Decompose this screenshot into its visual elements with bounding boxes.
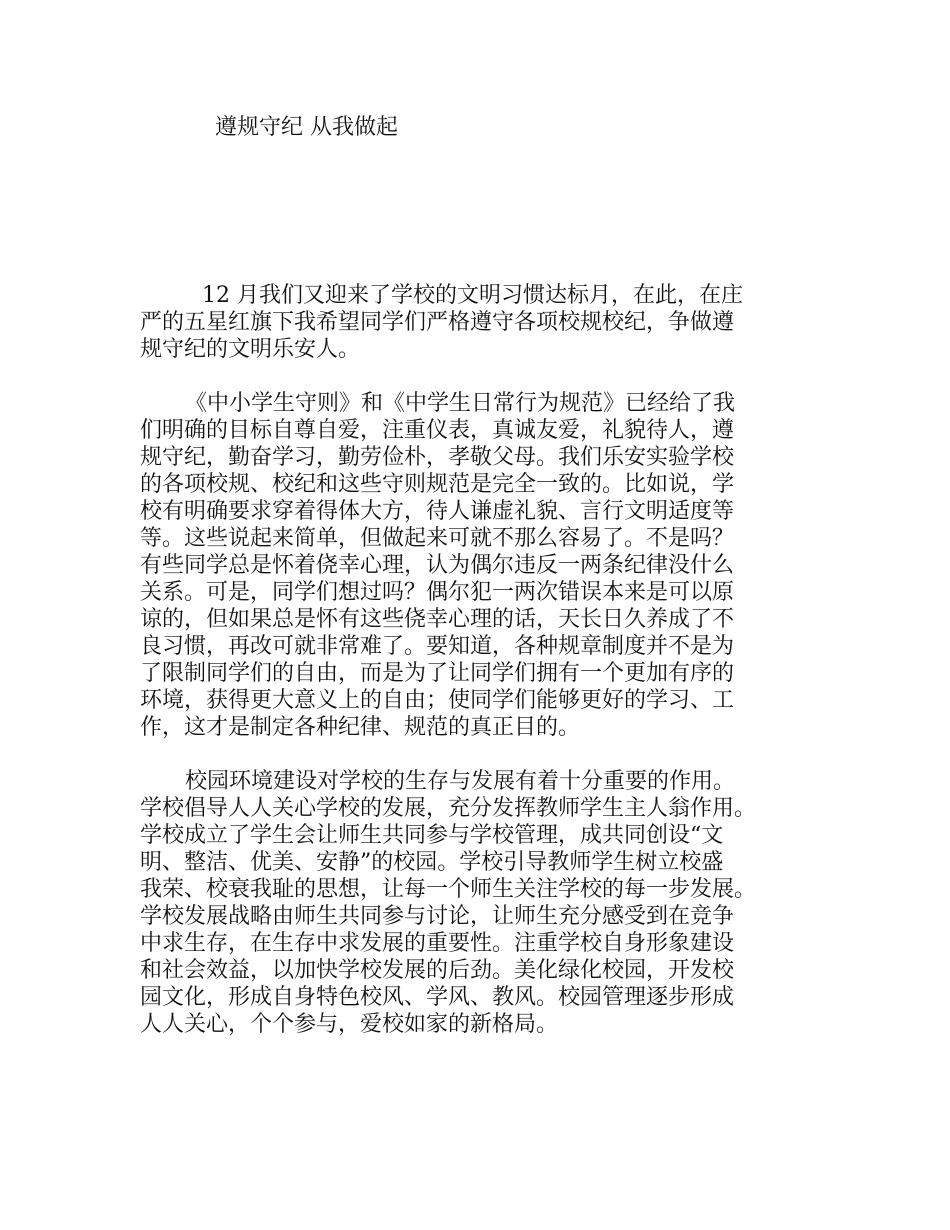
paragraph-2 [140, 390, 830, 741]
paragraph-line: 明、整洁、优美、安静”的校园。学校引导教师学生树立校盛 [140, 850, 724, 875]
paragraph-line: 校有明确要求穿着得体大方，待人谦虚礼貌、言行文明适度等 [140, 499, 735, 524]
paragraph-line: 关系。可是，同学们想过吗？偶尔犯一两次错误本来是可以原 [140, 580, 735, 605]
paragraph-line: 学校成立了学生会让师生共同参与学校管理，成共同创设“文 [140, 823, 724, 848]
paragraph-line: 谅的，但如果总是怀有这些侥幸心理的话，天长日久养成了不 [140, 607, 735, 632]
paragraph-line: 规守纪的文明乐安人。 [140, 337, 361, 362]
paragraph-line: 作，这才是制定各种纪律、规范的真正目的。 [140, 715, 581, 740]
paragraph-line: 环境，获得更大意义上的自由；使同学们能够更好的学习、工 [140, 688, 735, 713]
paragraph-line: 有些同学总是怀着侥幸心理，认为偶尔违反一两条纪律没什么 [140, 553, 735, 578]
paragraph-1 [140, 282, 830, 363]
paragraph-line: 严的五星红旗下我希望同学们严格遵守各项校规校纪，争做遵 [140, 310, 735, 335]
document-body [140, 282, 830, 1065]
paragraph-line: 规守纪，勤奋学习，勤劳俭朴，孝敬父母。我们乐安实验学校 [140, 445, 735, 470]
paragraph-line: 园文化，形成自身特色校风、学风、教风。校园管理逐步形成 [140, 985, 735, 1010]
paragraph-line: 12 月我们又迎来了学校的文明习惯达标月，在此，在庄 [202, 283, 743, 308]
paragraph-line: 校园环境建设对学校的生存与发展有着十分重要的作用。 [185, 769, 736, 794]
document-title: 遵规守纪 从我做起 [215, 115, 398, 140]
paragraph-line: 良习惯，再改可就非常难了。要知道，各种规章制度并不是为 [140, 634, 735, 659]
paragraph-line: 人人关心，个个参与，爱校如家的新格局。 [140, 1012, 559, 1037]
paragraph-line: 中求生存，在生存中求发展的重要性。注重学校自身形象建设 [140, 931, 735, 956]
paragraph-line: 的各项校规、校纪和这些守则规范是完全一致的。比如说，学 [140, 472, 735, 497]
paragraph-line: 我荣、校衰我耻的思想，让每一个师生关注学校的每一步发展。 [140, 877, 757, 902]
paragraph-line: 和社会效益，以加快学校发展的后劲。美化绿化校园，开发校 [140, 958, 735, 983]
paragraph-line: 等。这些说起来简单，但做起来可就不那么容易了。不是吗？ [140, 526, 735, 551]
paragraph-3 [140, 768, 830, 1038]
paragraph-line: 学校发展战略由师生共同参与讨论，让师生充分感受到在竞争 [140, 904, 735, 929]
paragraph-line: 们明确的目标自尊自爱，注重仪表，真诚友爱，礼貌待人，遵 [140, 418, 735, 443]
paragraph-line: 《中小学生守则》和《中学生日常行为规范》已经给了我 [185, 391, 736, 416]
paragraph-line: 了限制同学们的自由，而是为了让同学们拥有一个更加有序的 [140, 661, 735, 686]
paragraph-line: 学校倡导人人关心学校的发展，充分发挥教师学生主人翁作用。 [140, 796, 757, 821]
